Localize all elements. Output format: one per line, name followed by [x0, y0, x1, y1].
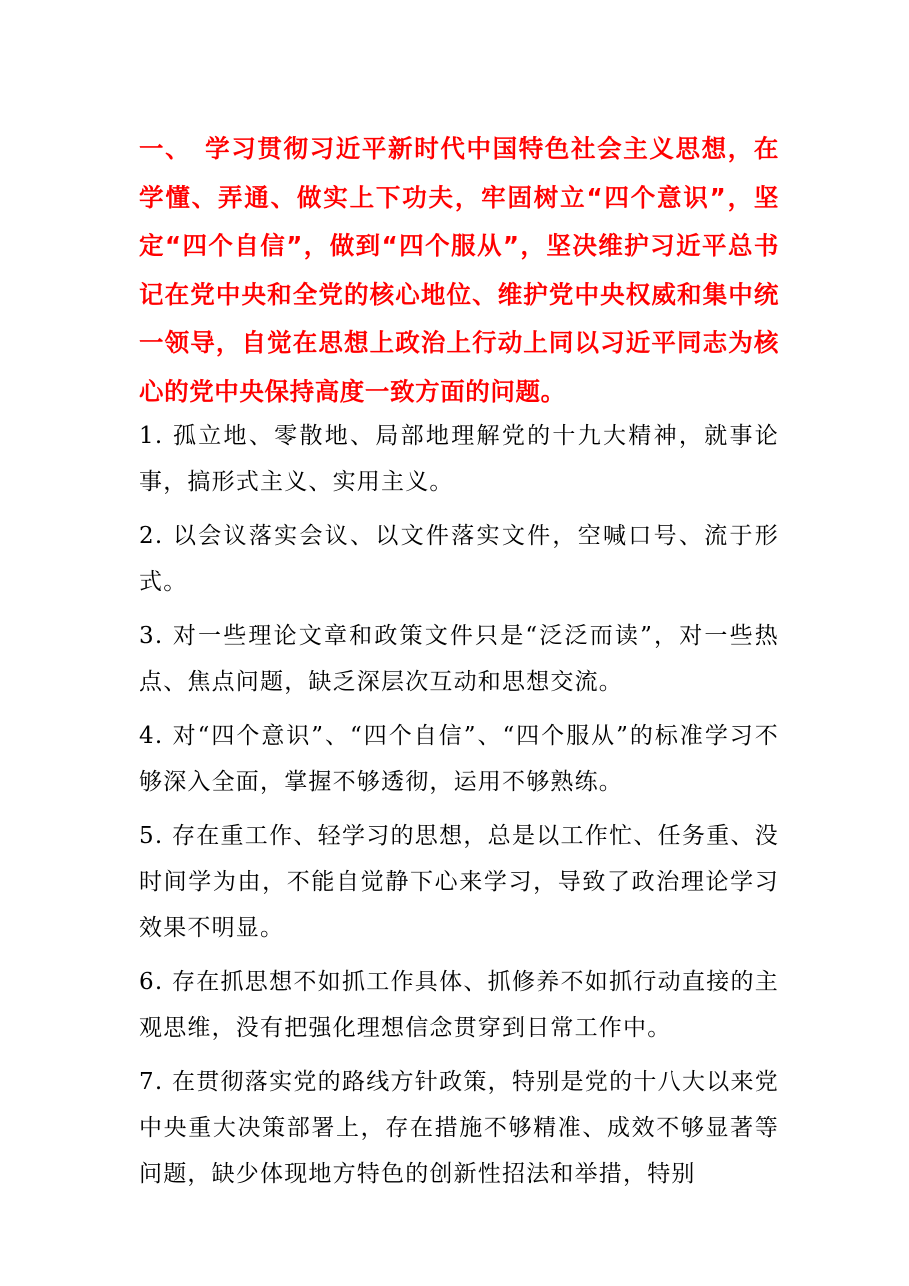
- list-item: 5. 存在重工作、轻学习的思想，总是以工作忙、任务重、没时间学为由，不能自觉静下心来学习，导致了政治理论学习效果不明显。: [139, 823, 779, 941]
- list-item: 6. 存在抓思想不如抓工作具体、抓修养不如抓行动直接的主观思维，没有把强化理想信念贯穿到日常工作中。: [139, 969, 779, 1041]
- issue-list: [139, 413, 779, 1205]
- section-heading: 一、 学习贯彻习近平新时代中国特色社会主义思想，在学懂、弄通、做实上下功夫，牢固树立“四个意识”，坚定“四个自信”，做到“四个服从”，坚决维护习近平总书记在党中央和全党的核心地位、维护党中央权威和集中统一领导，自觉在思想上政治上行动上同以习近平同志为核心的党中央保持高度一致方面的问题。: [139, 134, 779, 406]
- list-item: 7. 在贯彻落实党的路线方针政策，特别是党的十八大以来党中央重大决策部署上，存在措施不够精准、成效不够显著等问题，缺少体现地方特色的创新性招法和举措，特别: [139, 1069, 779, 1187]
- list-item: 2. 以会议落实会议、以文件落实文件，空喊口号、流于形式。: [139, 523, 779, 595]
- list-item: 4. 对“四个意识”、“四个自信”、“四个服从”的标准学习不够深入全面，掌握不够透彻，运用不够熟练。: [139, 723, 779, 795]
- list-item: 3. 对一些理论文章和政策文件只是“泛泛而读”，对一些热点、焦点问题，缺乏深层次互动和思想交流。: [139, 623, 779, 695]
- list-item: 1. 孤立地、零散地、局部地理解党的十九大精神，就事论事，搞形式主义、实用主义。: [139, 423, 779, 495]
